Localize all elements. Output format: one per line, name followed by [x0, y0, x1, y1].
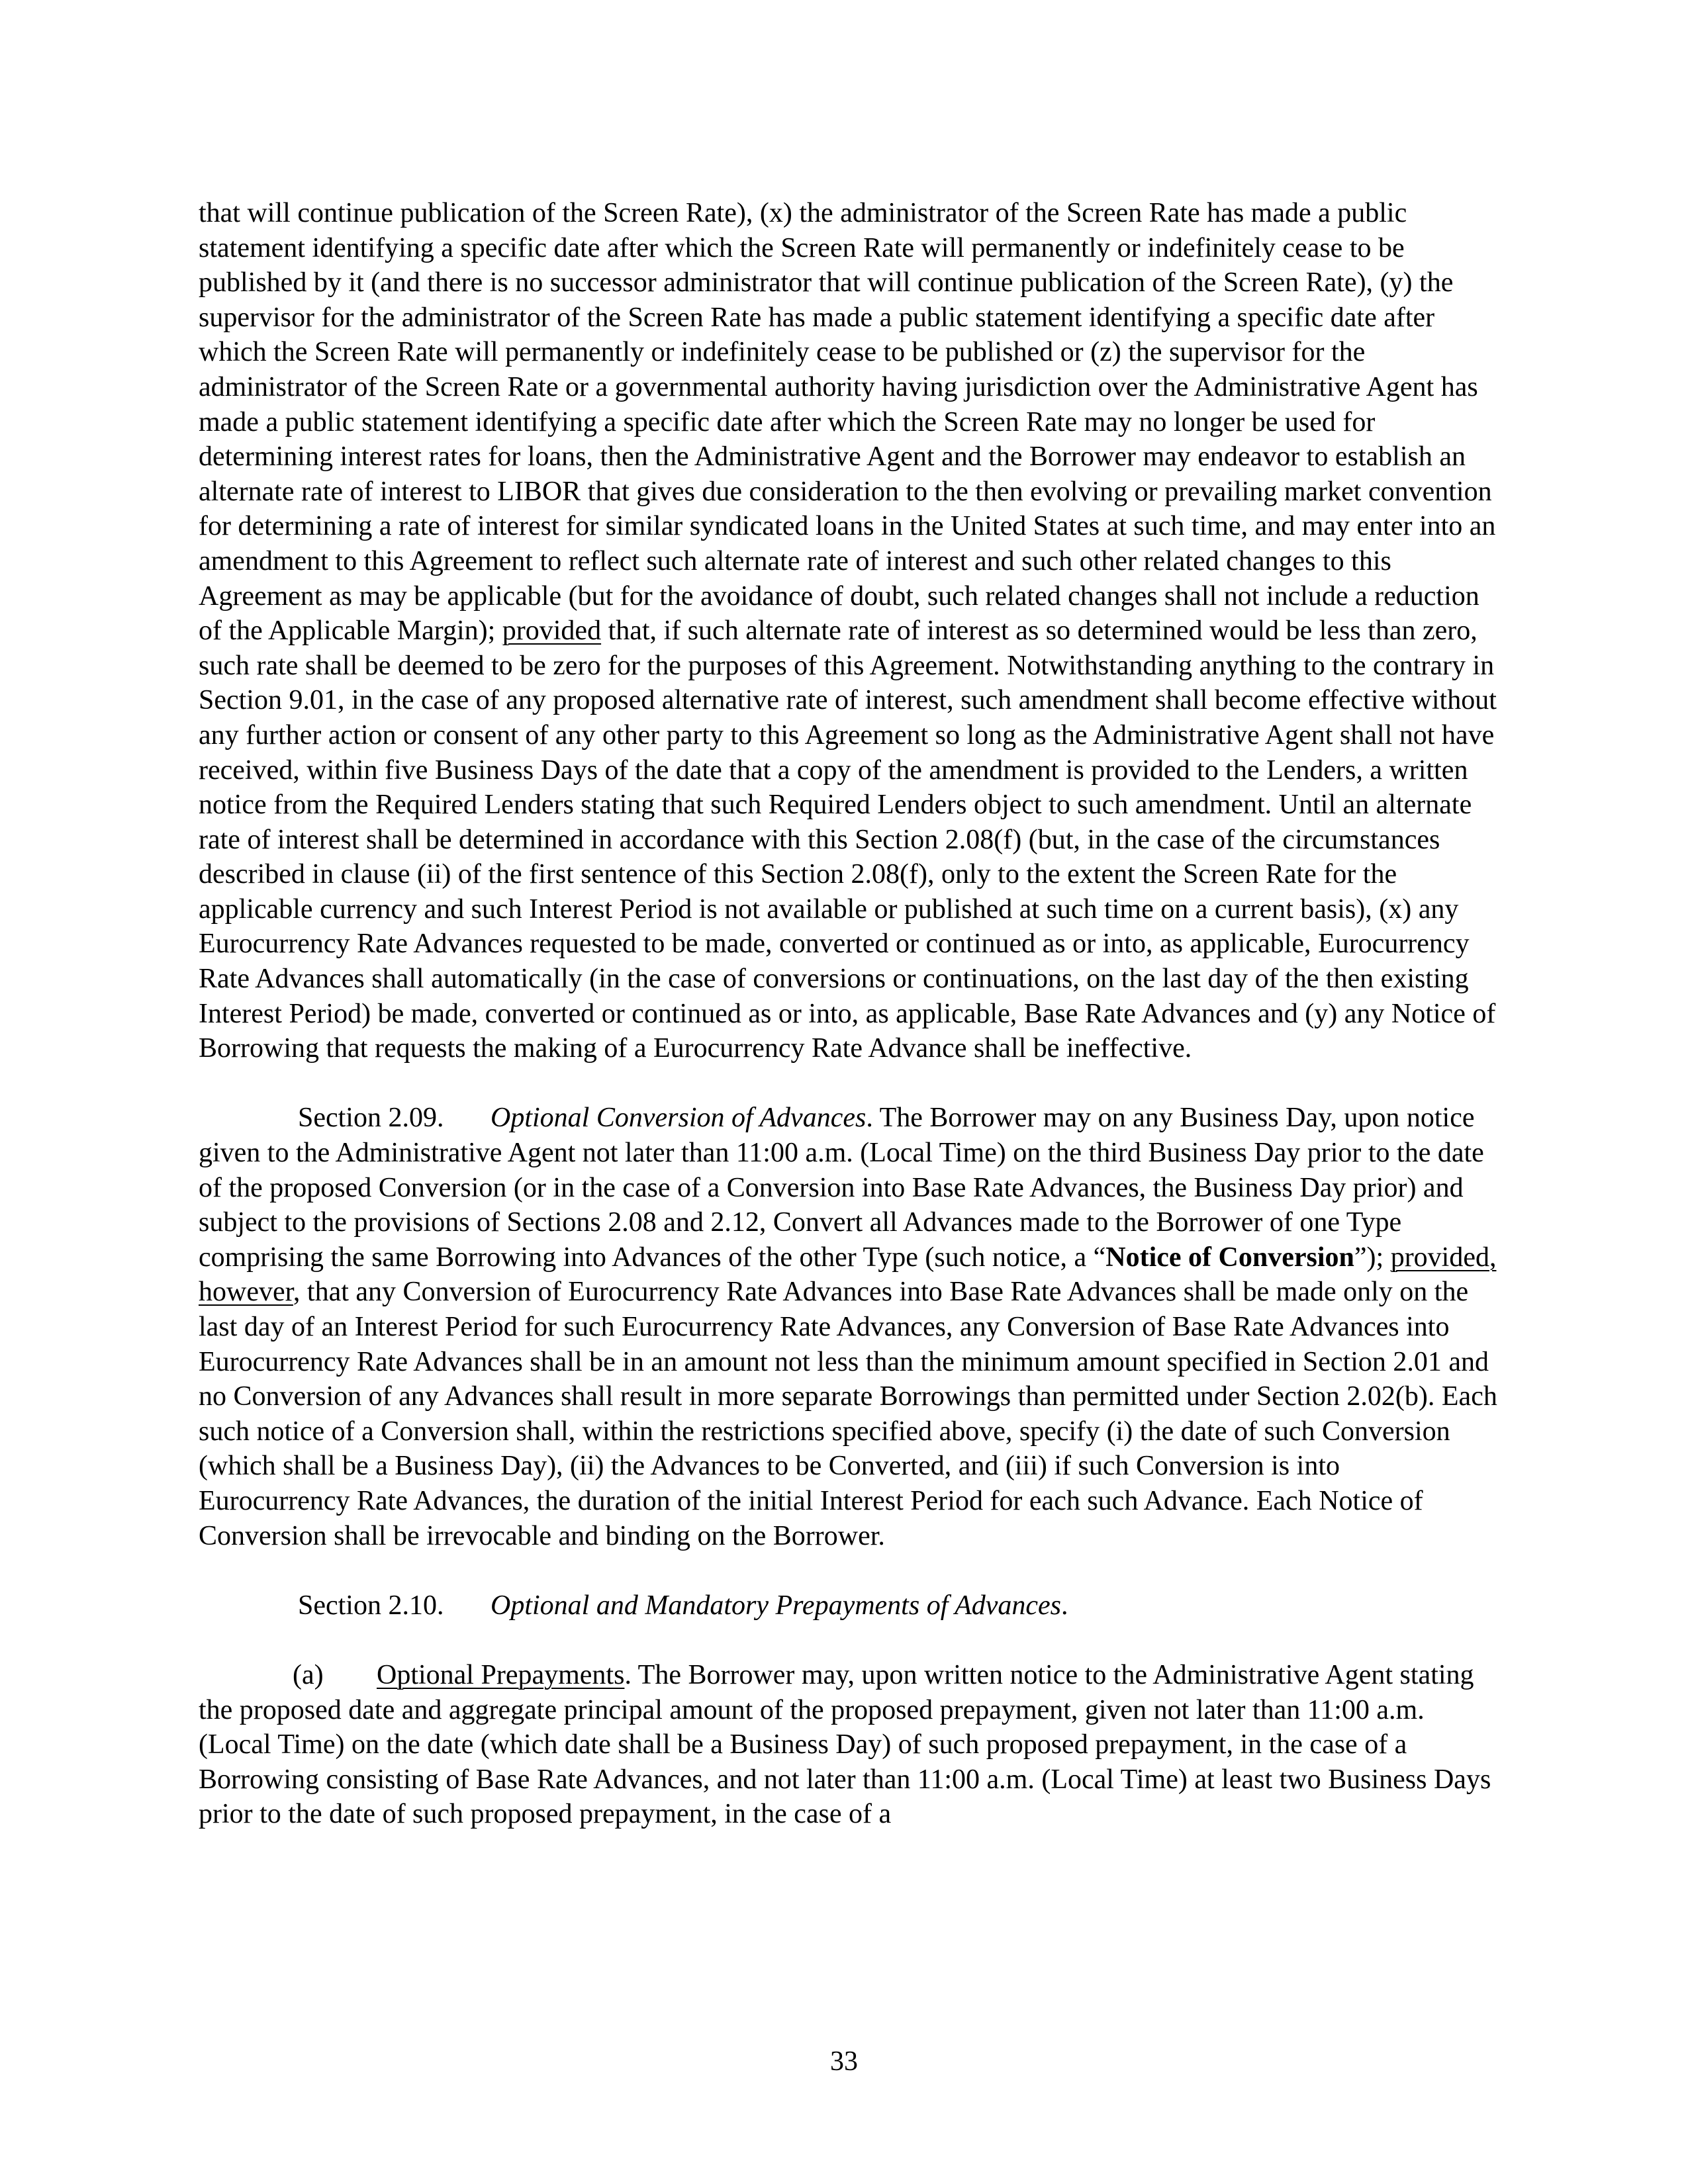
paragraph-text: that, if such alternate rate of interest as so determined would be less than zero, such rate shall be deemed to be zero for the purposes of this Agreement. Notwithstanding anything to the contrary in Section 9.01, in the case of any proposed alternative rate of interest, such amendment shall become effective without any further action or consent of any other party to this Agreement so long as the Administrative Agent shall not have received, within five Business Days of the date that a copy of the amendment is provided to the Lenders, a written notice from the Required Lenders stating that such Required Lenders object to such amendment. Until an alternate rate of interest shall be determined in accordance with this Section 2.08(f) (but, in the case of the circumstances described in clause (ii) of the first sentence of this Section 2.08(f), only to the extent the Screen Rate for the applicable currency and such Interest Period is not available or published at such time on a current basis), (x) any Eurocurrency Rate Advances requested to be made, converted or continued as or into, as applicable, Eurocurrency Rate Advances shall automatically (in the case of conversions or continuations, on the last day of the then existing Interest Period) be made, converted or continued as or into, as applicable, Base Rate Advances and (y) any Notice of Borrowing that requests the making of a Eurocurrency Rate Advance shall be ineffective.: [199, 615, 1497, 1064]
subsection-label: (a): [293, 1659, 324, 1690]
section-number: Section 2.10.: [298, 1590, 444, 1621]
document-page: [199, 196, 1497, 1832]
section-title: Optional Conversion of Advances: [491, 1103, 867, 1134]
section-number: Section 2.09.: [298, 1103, 444, 1134]
paragraph-continuation: [199, 196, 1497, 1066]
subsection-text: . The Borrower may, upon written notice to the Administrative Agent stating the proposed date and aggregate principal amount of the proposed prepayment, given not later than 11:00 a.m. (Local Time) on the date (which date shall be a Business Day) of such proposed prepayment, in the case of a Borrowing consisting of Base Rate Advances, and not later than 11:00 a.m. (Local Time) at least two Business Days prior to the date of such proposed prepayment, in the case of a: [199, 1659, 1491, 1830]
subsection-heading: Optional Prepayments: [377, 1659, 625, 1690]
section-2-09: [199, 1101, 1497, 1553]
subsection-a: [199, 1658, 1497, 1832]
provided-term: provided: [502, 615, 602, 647]
page-number: 33: [830, 2046, 858, 2077]
section-period: .: [1061, 1590, 1068, 1621]
however-term: however: [199, 1277, 293, 1308]
section-text: . The Borrower may on any Business Day, upon notice given to the Administrative Agent not later than 11:00 a.m. (Local Time) on the third Business Day prior to the date of the proposed Conversion (or in the case of a Conversion into Base Rate Advances, the Business Day prior) and subject to the provisions of Sections 2.08 and 2.12, Convert all Advances made to the Borrower of one Type comprising the same Borrowing into Advances of the other Type (such notice, a “: [199, 1103, 1484, 1273]
defined-term: Notice of Conversion: [1105, 1242, 1354, 1273]
section-text: ”);: [1354, 1242, 1391, 1273]
section-2-10-heading: [199, 1588, 1497, 1623]
section-title: Optional and Mandatory Prepayments of Advances: [491, 1590, 1062, 1621]
section-text: , that any Conversion of Eurocurrency Rate Advances into Base Rate Advances shall be made only on the last day of an Interest Period for such Eurocurrency Rate Advances, any Conversion of Base Rate Advances into Eurocurrency Rate Advances shall be in an amount not less than the minimum amount specified in Section 2.01 and no Conversion of any Advances shall result in more separate Borrowings than permitted under Section 2.02(b). Each such notice of a Conversion shall, within the restrictions specified above, specify (i) the date of such Conversion (which shall be a Business Day), (ii) the Advances to be Converted, and (iii) if such Conversion is into Eurocurrency Rate Advances, the duration of the initial Interest Period for each such Advance. Each Notice of Conversion shall be irrevocable and binding on the Borrower.: [199, 1277, 1497, 1551]
comma-text: ,: [1489, 1242, 1497, 1273]
provided-term: provided: [1390, 1242, 1489, 1273]
paragraph-text: that will continue publication of the Screen Rate), (x) the administrator of the Screen Rate has made a public statement identifying a specific date after which the Screen Rate will permanently or indefinitely cease to be published by it (and there is no successor administrator that will continue publication of the Screen Rate), (y) the supervisor for the administrator of the Screen Rate has made a public statement identifying a specific date after which the Screen Rate will permanently or indefinitely cease to be published or (z) the supervisor for the administrator of the Screen Rate or a governmental authority having jurisdiction over the Administrative Agent has made a public statement identifying a specific date after which the Screen Rate may no longer be used for determining interest rates for loans, then the Administrative Agent and the Borrower may endeavor to establish an alternate rate of interest to LIBOR that gives due consideration to the then evolving or prevailing market convention for determining a rate of interest for similar syndicated loans in the United States at such time, and may enter into an amendment to this Agreement to reflect such alternate rate of interest and such other related changes to this Agreement as may be applicable (but for the avoidance of doubt, such related changes shall not include a reduction of the Applicable Margin);: [199, 198, 1496, 647]
